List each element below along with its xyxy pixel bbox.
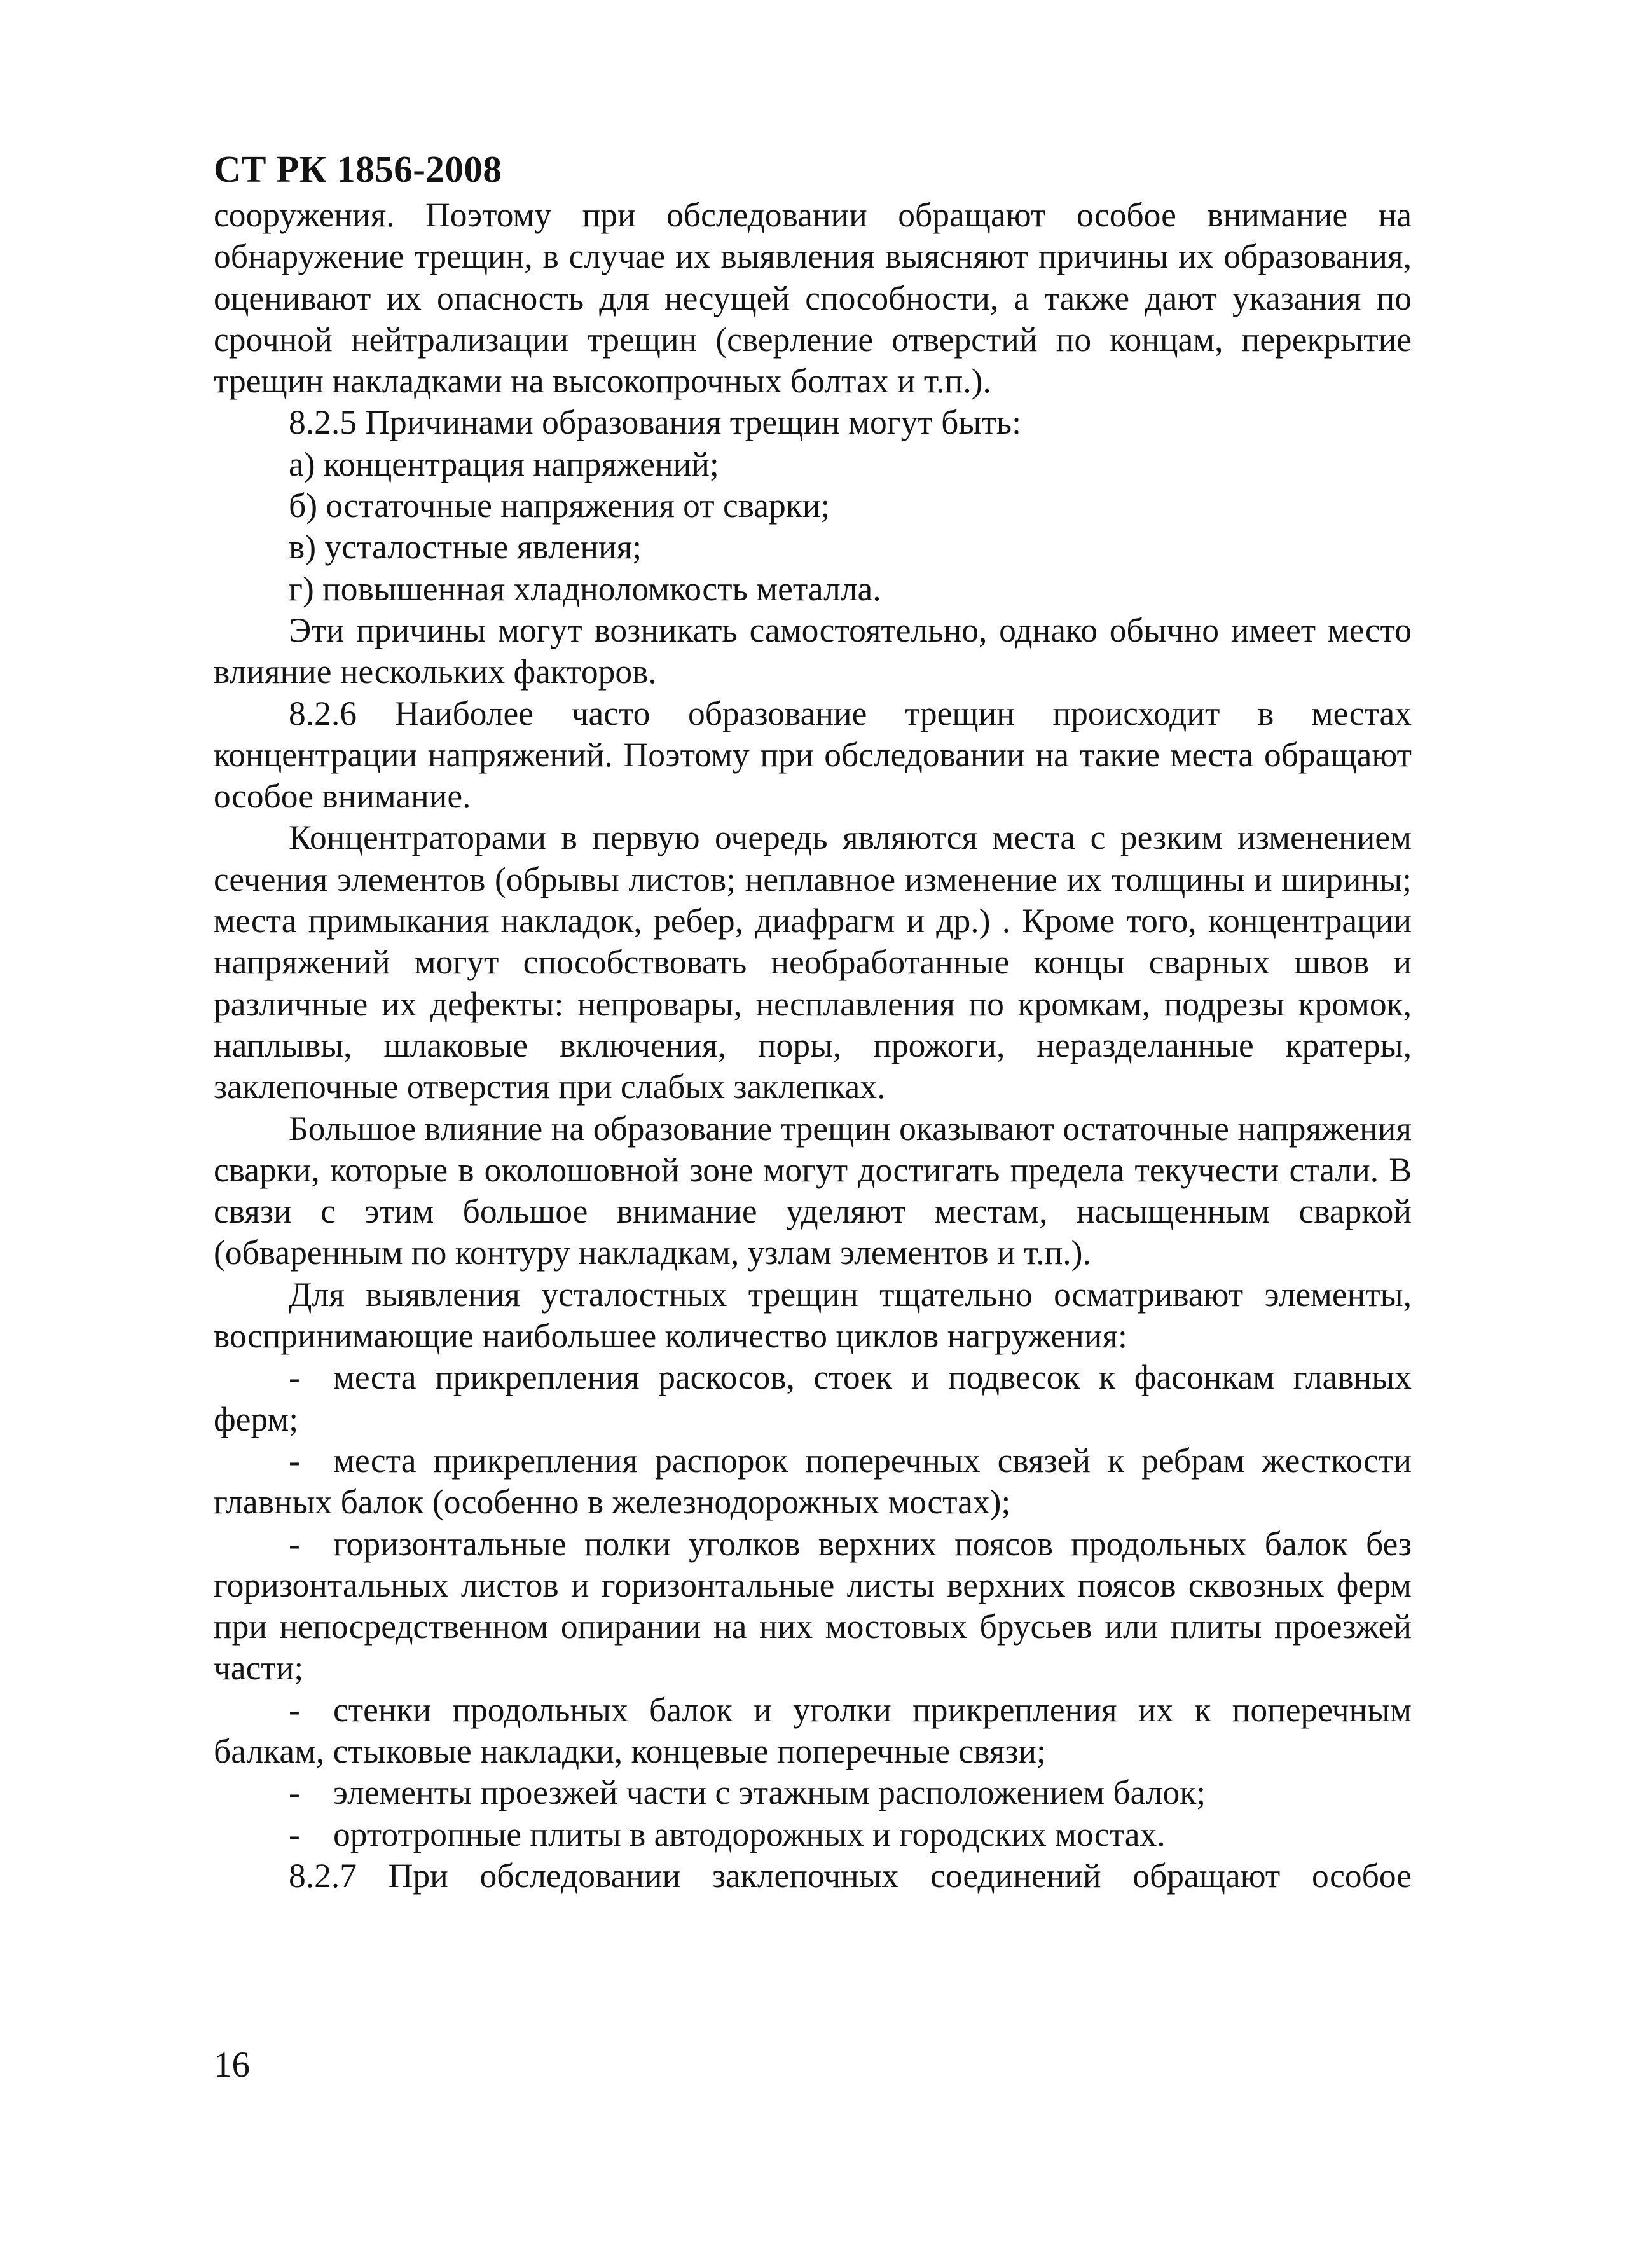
dash-marker: - [289, 1690, 300, 1729]
list-item-g: г) повышенная хладноломкость металла. [289, 569, 881, 608]
dash-marker: - [289, 1524, 300, 1563]
paragraph-8-2-6: 8.2.6 Наиболее часто образование трещин происходит в местах концентрации напряжений. Поэтому при обследовании на такие места обращают особое внимание. [214, 694, 1412, 816]
dash-marker: - [289, 1441, 300, 1480]
paragraph-8-2-7: 8.2.7 При обследовании заклепочных соединений обращают особое [289, 1856, 1412, 1895]
dash-item-text: ортотропные плиты в автодорожных и городских мостах. [333, 1815, 1166, 1853]
dash-marker: - [289, 1358, 300, 1397]
paragraph-concentrators: Концентраторами в первую очередь являются места с резким изменением сечения элементов (обрывы листов; неплавное изменение их толщины и ширины; места примыкания накладок, ребер, диафрагм и др.) . Кроме того, концентрации напряжений могут способствовать необработанные концы сварных швов и различные их дефекты: непровары, несплавления по кромкам, подрезы кромок, наплывы, шлаковые включения, поры, прожоги, неразделанные кратеры, заклепочные отверстия при слабых заклепках. [214, 818, 1412, 1106]
dash-item-text: элементы проезжей части с этажным расположением балок; [333, 1773, 1206, 1812]
document-code: СТ РК 1856-2008 [214, 148, 502, 190]
paragraph-8-2-5: 8.2.5 Причинами образования трещин могут быть: [289, 403, 1021, 442]
page-number: 16 [214, 2045, 250, 2085]
dash-marker: - [289, 1773, 300, 1812]
dash-item-text: места прикрепления раскосов, стоек и подвесок к фасонкам главных ферм; [214, 1358, 1412, 1438]
list-item-v: в) усталостные явления; [289, 528, 642, 567]
list-item-a: а) концентрация напряжений; [289, 444, 719, 483]
paragraph-continuation: сооружения. Поэтому при обследовании обращают особое внимание на обнаружение трещин, в случае их выявления выясняют причины их образования, оценивают их опасность для несущей способности, а также дают указания по срочной нейтрализации трещин (сверление отверстий по концам, перекрытие трещин накладками на высокопрочных болтах и т.п.). [214, 196, 1412, 401]
paragraph-fatigue-intro: Для выявления усталостных трещин тщательно осматривают элементы, воспринимающие наибольшее количество циклов нагружения: [214, 1275, 1412, 1356]
dash-list-item [214, 1523, 1412, 1689]
dash-item-text: стенки продольных балок и уголки прикрепления их к поперечным балкам, стыковые накладки, концевые поперечные связи; [214, 1690, 1412, 1770]
dash-list-item [214, 1440, 1412, 1523]
dash-marker: - [289, 1815, 300, 1853]
dash-list-item [214, 1357, 1412, 1440]
list-item-b: б) остаточные напряжения от сварки; [289, 486, 830, 525]
paragraph-causes: Эти причины могут возникать самостоятельно, однако обычно имеет место влияние нескольких факторов. [214, 610, 1412, 691]
paragraph-residual-stress: Большое влияние на образование трещин оказывают остаточные напряжения сварки, которые в околошовной зоне могут достигать предела текучести стали. В связи с этим большое внимание уделяют местам, насыщенным сваркой (обваренным по контуру накладкам, узлам элементов и т.п.). [214, 1109, 1412, 1272]
page-body [214, 195, 1412, 1897]
dash-item-text: горизонтальные полки уголков верхних поясов продольных балок без горизонтальных листов и горизонтальные листы верхних поясов сквозных ферм при непосредственном опирании на них мостовых брусьев или плиты проезжей части; [214, 1524, 1412, 1687]
dash-item-text: места прикрепления распорок поперечных связей к ребрам жесткости главных балок (особенно в железнодорожных мостах); [214, 1441, 1412, 1522]
dash-list-item [214, 1772, 1412, 1813]
dash-list-item [214, 1814, 1412, 1855]
dash-list-item [214, 1689, 1412, 1773]
